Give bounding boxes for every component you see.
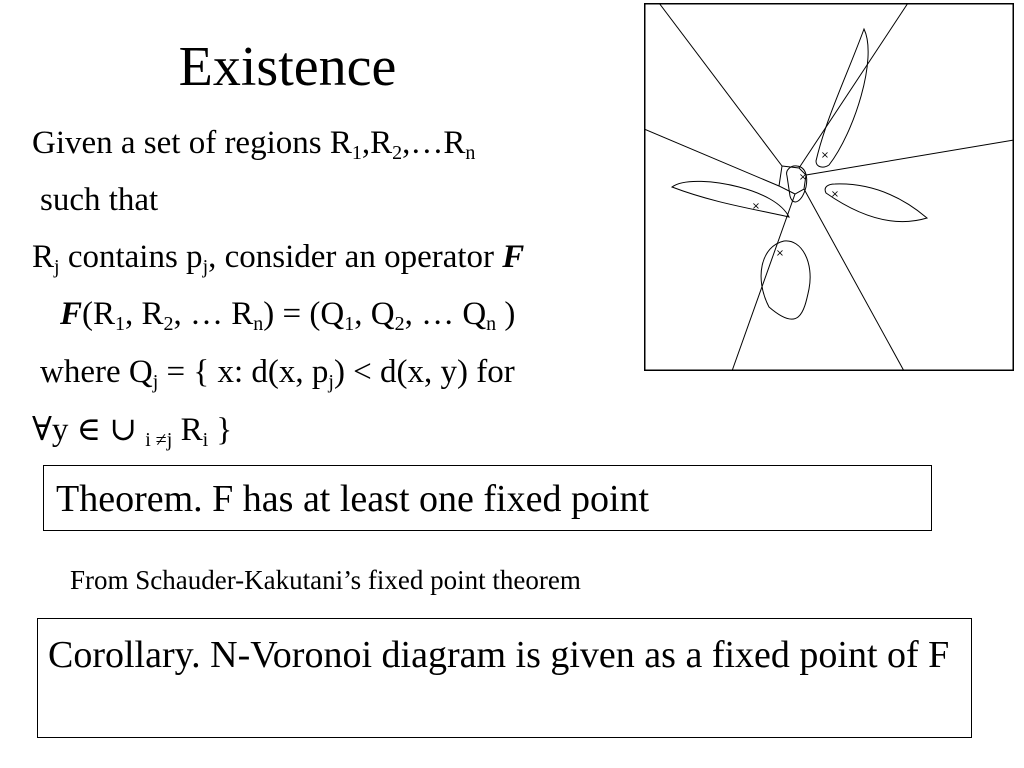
- sub-j: j: [54, 256, 60, 278]
- sub-2: 2: [392, 142, 403, 164]
- def-sub-3: n: [253, 313, 264, 335]
- def-text-g: ): [496, 296, 516, 332]
- operator-definition-line: [60, 294, 515, 334]
- def-sub-5: 2: [394, 313, 405, 335]
- boundary-ray-5: [732, 194, 795, 371]
- site-marker-3: ×: [830, 189, 840, 200]
- def-sub-6: n: [486, 313, 497, 335]
- given-line: [32, 123, 475, 163]
- such-that-line: such that: [40, 182, 159, 218]
- forall-sub-1: i ≠j: [145, 429, 173, 451]
- forall-text-b: R: [172, 412, 203, 448]
- forall-line: [32, 410, 232, 450]
- sub-1: 1: [351, 142, 362, 164]
- where-sub-1: j: [152, 371, 159, 393]
- where-text-a: where Q: [40, 354, 153, 390]
- def-text-b: , R: [125, 296, 164, 332]
- sub-j-2: j: [202, 256, 209, 278]
- forall-text-c: }: [208, 412, 233, 448]
- given-text: Given a set of regions R: [32, 125, 352, 161]
- theorem-box: [43, 465, 932, 531]
- corollary-text: Corollary. N-Voronoi diagram is given as a fixed point of F: [48, 634, 950, 676]
- given-text-3: ,…R: [402, 125, 466, 161]
- operator-text-2: contains p: [59, 239, 203, 275]
- site-marker-4: ×: [751, 201, 761, 212]
- source-note: From Schauder-Kakutani’s fixed point theorem: [70, 565, 581, 595]
- boundary-ray-3: [806, 140, 1014, 175]
- theorem-text: Theorem. F has at least one fixed point: [56, 478, 650, 520]
- operator-text-3: , consider an operator: [208, 239, 503, 275]
- site-marker-5: ×: [775, 248, 785, 259]
- where-text-c: ) < d(x, y) for: [333, 354, 515, 390]
- sub-n: n: [465, 142, 476, 164]
- forall-sub-2: i: [202, 429, 209, 451]
- def-text-c: , … R: [173, 296, 254, 332]
- where-text-b: = { x: d(x, p: [158, 354, 329, 390]
- region-right: [825, 184, 927, 222]
- site-marker-2: ×: [798, 172, 808, 183]
- def-text-f: , … Q: [404, 296, 487, 332]
- where-sub-2: j: [328, 371, 334, 393]
- region-left: [672, 181, 789, 217]
- boundary-ray-6: [644, 129, 779, 186]
- def-text-e: , Q: [354, 296, 395, 332]
- diagram-frame: [645, 4, 1014, 371]
- def-sub-2: 2: [163, 313, 174, 335]
- site-marker-1: ×: [820, 150, 830, 161]
- where-line: [40, 352, 515, 392]
- region-top: [816, 29, 868, 167]
- boundary-ray-4: [804, 189, 904, 371]
- region-boundaries: [644, 3, 1014, 371]
- slide-title: Existence: [178, 36, 397, 98]
- given-text-2: ,R: [361, 125, 393, 161]
- def-text-a: (R: [82, 296, 116, 332]
- operator-symbol-2: F: [60, 296, 83, 332]
- boundary-ray-1: [659, 3, 782, 166]
- def-sub-4: 1: [344, 313, 355, 335]
- operator-symbol: F: [502, 239, 525, 275]
- operator-text-1: R: [32, 239, 55, 275]
- operator-line: [32, 237, 524, 277]
- def-text-d: ) = (Q: [263, 296, 345, 332]
- corollary-box: [37, 618, 972, 738]
- boundary-ray-2: [799, 3, 908, 168]
- voronoi-diagram: [644, 3, 1014, 371]
- region-bottom: [761, 241, 810, 319]
- forall-text-a: ∀y ∈ ∪: [32, 412, 146, 448]
- def-sub-1: 1: [115, 313, 126, 335]
